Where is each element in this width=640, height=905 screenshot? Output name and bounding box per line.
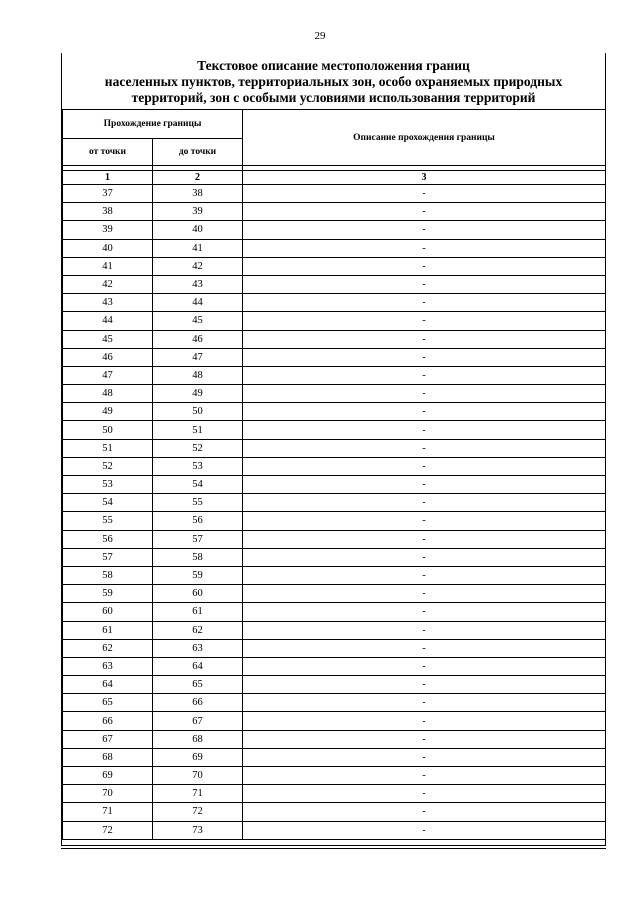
from-point-cell: 59 — [63, 585, 153, 603]
description-cell: - — [243, 221, 606, 239]
to-point-cell: 65 — [153, 676, 243, 694]
description-cell: - — [243, 330, 606, 348]
table-row — [63, 803, 606, 821]
header-from-point: от точки — [63, 139, 153, 166]
description-cell: - — [243, 275, 606, 293]
table-row — [63, 203, 606, 221]
to-point-cell: 51 — [153, 421, 243, 439]
to-point-cell: 46 — [153, 330, 243, 348]
from-point-cell: 41 — [63, 257, 153, 275]
to-point-cell: 57 — [153, 530, 243, 548]
table-row — [63, 221, 606, 239]
column-index: 3 — [243, 171, 606, 185]
description-cell: - — [243, 312, 606, 330]
description-cell: - — [243, 694, 606, 712]
to-point-cell: 49 — [153, 385, 243, 403]
from-point-cell: 61 — [63, 621, 153, 639]
description-cell: - — [243, 585, 606, 603]
from-point-cell: 52 — [63, 457, 153, 475]
table-row — [63, 403, 606, 421]
from-point-cell: 72 — [63, 821, 153, 839]
from-point-cell: 55 — [63, 512, 153, 530]
table-row — [63, 767, 606, 785]
from-point-cell: 53 — [63, 476, 153, 494]
title-line-2: населенных пунктов, территориальных зон, особо охраняемых природных — [104, 74, 563, 89]
description-cell: - — [243, 748, 606, 766]
title-line-3: территорий, зон с особыми условиями использования территорий — [131, 90, 536, 105]
to-point-cell: 39 — [153, 203, 243, 221]
from-point-cell: 66 — [63, 712, 153, 730]
description-cell: - — [243, 821, 606, 839]
column-index: 1 — [63, 171, 153, 185]
description-cell: - — [243, 676, 606, 694]
description-cell: - — [243, 767, 606, 785]
from-point-cell: 68 — [63, 748, 153, 766]
table-row — [63, 639, 606, 657]
to-point-cell: 55 — [153, 494, 243, 512]
table-row — [63, 312, 606, 330]
to-point-cell: 42 — [153, 257, 243, 275]
to-point-cell: 53 — [153, 457, 243, 475]
description-cell: - — [243, 530, 606, 548]
to-point-cell: 48 — [153, 366, 243, 384]
description-cell: - — [243, 294, 606, 312]
to-point-cell: 43 — [153, 275, 243, 293]
table-row — [63, 676, 606, 694]
table-row — [63, 730, 606, 748]
table-row — [63, 257, 606, 275]
description-cell: - — [243, 548, 606, 566]
from-point-cell: 46 — [63, 348, 153, 366]
to-point-cell: 47 — [153, 348, 243, 366]
table-row — [63, 185, 606, 203]
page-number: 29 — [314, 30, 326, 42]
table-row — [63, 585, 606, 603]
from-point-cell: 51 — [63, 439, 153, 457]
title-line-1: Текстовое описание местоположения границ — [197, 58, 470, 73]
description-cell: - — [243, 403, 606, 421]
table-row — [63, 385, 606, 403]
to-point-cell: 60 — [153, 585, 243, 603]
to-point-cell: 56 — [153, 512, 243, 530]
to-point-cell: 67 — [153, 712, 243, 730]
document-title — [62, 58, 605, 106]
table-row — [63, 694, 606, 712]
table-row — [63, 476, 606, 494]
description-cell: - — [243, 385, 606, 403]
to-point-cell: 44 — [153, 294, 243, 312]
to-point-cell: 40 — [153, 221, 243, 239]
to-point-cell: 72 — [153, 803, 243, 821]
table-row — [63, 530, 606, 548]
table-row — [63, 366, 606, 384]
bottom-rule — [61, 848, 606, 849]
column-index-row — [63, 171, 606, 185]
from-point-cell: 70 — [63, 785, 153, 803]
description-cell: - — [243, 185, 606, 203]
boundary-table — [62, 109, 606, 840]
from-point-cell: 71 — [63, 803, 153, 821]
from-point-cell: 62 — [63, 639, 153, 657]
to-point-cell: 50 — [153, 403, 243, 421]
from-point-cell: 64 — [63, 676, 153, 694]
table-row — [63, 657, 606, 675]
table-row — [63, 621, 606, 639]
description-cell: - — [243, 457, 606, 475]
table-row — [63, 494, 606, 512]
table-row — [63, 439, 606, 457]
description-cell: - — [243, 621, 606, 639]
to-point-cell: 64 — [153, 657, 243, 675]
table-row — [63, 348, 606, 366]
from-point-cell: 40 — [63, 239, 153, 257]
description-cell: - — [243, 512, 606, 530]
to-point-cell: 58 — [153, 548, 243, 566]
description-cell: - — [243, 421, 606, 439]
table-row — [63, 421, 606, 439]
description-cell: - — [243, 657, 606, 675]
table-row — [63, 294, 606, 312]
to-point-cell: 69 — [153, 748, 243, 766]
description-cell: - — [243, 566, 606, 584]
from-point-cell: 38 — [63, 203, 153, 221]
description-cell: - — [243, 239, 606, 257]
to-point-cell: 38 — [153, 185, 243, 203]
from-point-cell: 56 — [63, 530, 153, 548]
description-cell: - — [243, 476, 606, 494]
from-point-cell: 58 — [63, 566, 153, 584]
to-point-cell: 41 — [153, 239, 243, 257]
table-row — [63, 566, 606, 584]
description-cell: - — [243, 348, 606, 366]
to-point-cell: 71 — [153, 785, 243, 803]
from-point-cell: 65 — [63, 694, 153, 712]
from-point-cell: 47 — [63, 366, 153, 384]
table-row — [63, 275, 606, 293]
to-point-cell: 66 — [153, 694, 243, 712]
description-cell: - — [243, 257, 606, 275]
to-point-cell: 63 — [153, 639, 243, 657]
to-point-cell: 54 — [153, 476, 243, 494]
from-point-cell: 44 — [63, 312, 153, 330]
from-point-cell: 60 — [63, 603, 153, 621]
table-row — [63, 457, 606, 475]
from-point-cell: 50 — [63, 421, 153, 439]
header-to-point: до точки — [153, 139, 243, 166]
description-cell: - — [243, 639, 606, 657]
from-point-cell: 69 — [63, 767, 153, 785]
table-row — [63, 603, 606, 621]
description-cell: - — [243, 203, 606, 221]
table-row — [63, 330, 606, 348]
to-point-cell: 52 — [153, 439, 243, 457]
table-row — [63, 548, 606, 566]
table-row — [63, 239, 606, 257]
from-point-cell: 45 — [63, 330, 153, 348]
column-index: 2 — [153, 171, 243, 185]
from-point-cell: 49 — [63, 403, 153, 421]
to-point-cell: 61 — [153, 603, 243, 621]
table-row — [63, 712, 606, 730]
header-boundary-passage: Прохождение границы — [63, 110, 243, 139]
description-cell: - — [243, 712, 606, 730]
from-point-cell: 54 — [63, 494, 153, 512]
table-row — [63, 748, 606, 766]
description-cell: - — [243, 785, 606, 803]
to-point-cell: 45 — [153, 312, 243, 330]
description-cell: - — [243, 603, 606, 621]
to-point-cell: 68 — [153, 730, 243, 748]
from-point-cell: 43 — [63, 294, 153, 312]
table-row — [63, 821, 606, 839]
to-point-cell: 59 — [153, 566, 243, 584]
to-point-cell: 73 — [153, 821, 243, 839]
table-row — [63, 785, 606, 803]
from-point-cell: 63 — [63, 657, 153, 675]
to-point-cell: 62 — [153, 621, 243, 639]
from-point-cell: 37 — [63, 185, 153, 203]
from-point-cell: 67 — [63, 730, 153, 748]
header-description: Описание прохождения границы — [243, 110, 606, 166]
description-cell: - — [243, 494, 606, 512]
description-cell: - — [243, 730, 606, 748]
from-point-cell: 48 — [63, 385, 153, 403]
from-point-cell: 39 — [63, 221, 153, 239]
description-cell: - — [243, 366, 606, 384]
bottom-rule — [61, 845, 606, 846]
table-row — [63, 512, 606, 530]
to-point-cell: 70 — [153, 767, 243, 785]
from-point-cell: 57 — [63, 548, 153, 566]
description-cell: - — [243, 803, 606, 821]
from-point-cell: 42 — [63, 275, 153, 293]
description-cell: - — [243, 439, 606, 457]
